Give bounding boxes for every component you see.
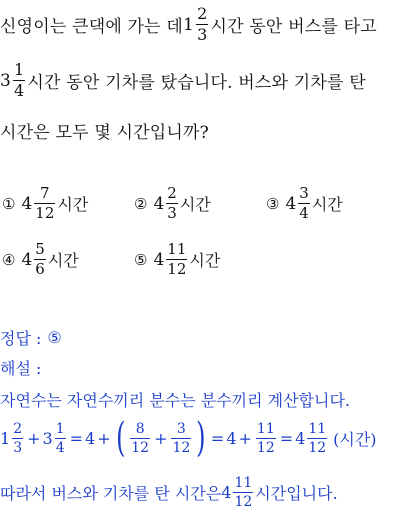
fraction: $\frac{11}{12}$	[167, 240, 187, 278]
option-2[interactable]: ② 4 $\frac{2}{3}$ 시간	[134, 184, 211, 222]
left-paren: (	[115, 415, 126, 461]
option-4[interactable]: ④ 4 $\frac{5}{6}$ 시간	[2, 240, 79, 278]
fraction: $\frac{2}{3}$	[13, 420, 23, 456]
answer-value: ⑤	[47, 328, 62, 347]
option-mark: ④	[2, 250, 16, 269]
answer-label: 정답 :	[0, 329, 42, 348]
fraction: $\frac{7}{12}$	[35, 184, 55, 222]
fraction: $\frac{11}{12}$	[234, 475, 253, 510]
question-text: 시간은 모두 몇 시간입니까?	[0, 123, 209, 143]
question-text: 시간 동안 기차를 탔습니다. 버스와 기차를 탄	[27, 73, 366, 93]
explanation-label: 해설 :	[0, 359, 42, 378]
fraction: $\frac{11}{12}$	[308, 420, 327, 456]
option-mark: ③	[266, 194, 280, 213]
explanation-equation: 1 $\frac{2}{3}$ + 3 $\frac{1}{4}$ = 4 + ( $\frac{8}{12}$ + $\frac{3}{12}$ ) = 4 + $\frac{11}{12}$ = 4 $\frac{11}{12}$ (시간)	[0, 415, 377, 461]
explanation-conclusion: 따라서 버스와 기차를 탄 시간은 4 $\frac{11}{12}$ 시간입니다.	[0, 475, 338, 510]
question-line-3	[0, 118, 209, 143]
question-text: 시간 동안 버스를 타고	[210, 17, 377, 37]
fraction: $\frac{2}{3}$	[167, 184, 177, 222]
option-mark: ①	[2, 194, 16, 213]
fraction: $\frac{11}{12}$	[256, 420, 275, 456]
option-mark: ⑤	[134, 250, 148, 269]
option-3[interactable]: ③ 4 $\frac{3}{4}$ 시간	[266, 184, 343, 222]
mixed-number: 3 $\frac{1}{4}$	[0, 60, 25, 100]
fraction: $\frac{1}{4}$	[14, 60, 25, 100]
fraction: $\frac{8}{12}$	[131, 420, 150, 456]
right-paren: )	[196, 415, 206, 461]
fraction: $\frac{3}{12}$	[172, 420, 191, 456]
question-text: 신영이는 큰댁에 가는 데	[0, 17, 184, 37]
option-5[interactable]: ⑤ 4 $\frac{11}{12}$ 시간	[134, 240, 221, 278]
option-1[interactable]: ① 4 $\frac{7}{12}$ 시간	[2, 184, 89, 222]
question-line-2	[0, 62, 366, 99]
answer-line	[0, 326, 62, 349]
fraction: $\frac{2}{3}$	[197, 4, 208, 44]
question-line-1	[0, 6, 377, 43]
fraction: $\frac{5}{6}$	[35, 240, 45, 278]
explanation-text: 자연수는 자연수끼리 분수는 분수끼리 계산합니다.	[0, 391, 351, 410]
fraction: $\frac{3}{4}$	[299, 184, 309, 222]
mixed-number: 1 $\frac{2}{3}$	[183, 4, 208, 44]
option-mark: ②	[134, 194, 148, 213]
fraction: $\frac{1}{4}$	[55, 420, 65, 456]
